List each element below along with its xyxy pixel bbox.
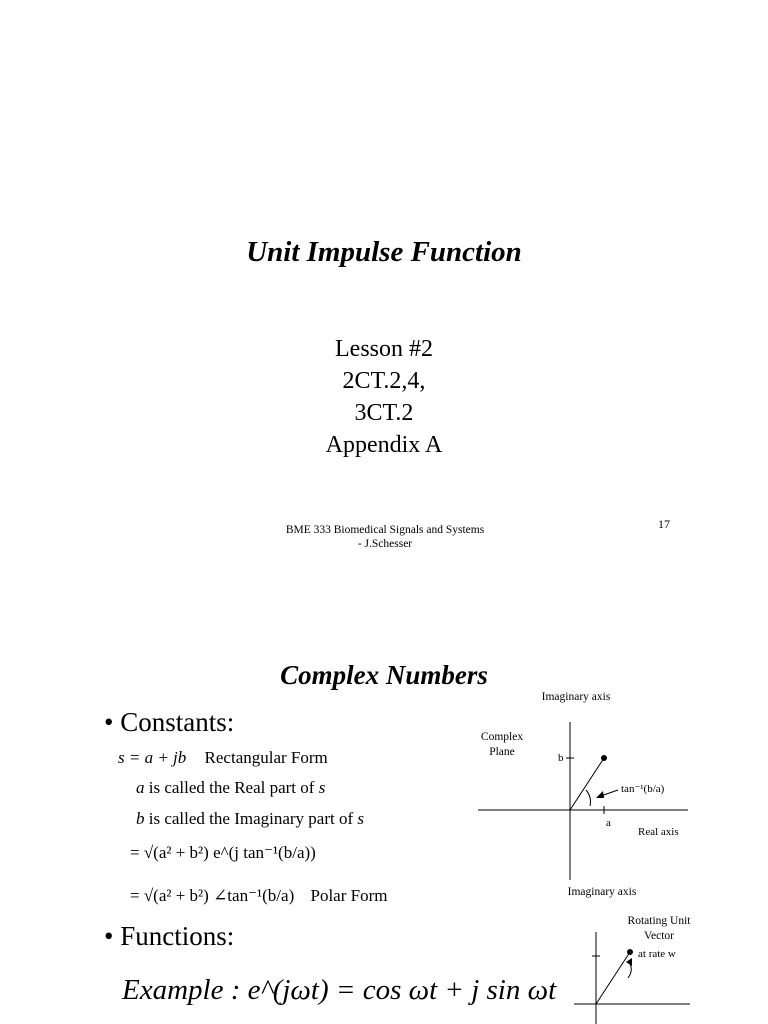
lesson-line-1: Lesson #2 — [335, 336, 433, 362]
lesson-line-4: Appendix A — [325, 432, 443, 458]
exponential-form: = √(a² + b²) e^(j tan⁻¹(b/a)) — [130, 843, 316, 862]
rotation-arrow-head — [626, 958, 632, 966]
slide1-title: Unit Impulse Function — [246, 236, 522, 268]
diagram1-plane-label: Complex Plane — [480, 731, 524, 758]
polar-equation: = √(a² + b²) ∠tan⁻¹(b/a) — [130, 886, 295, 905]
bullet-functions: • Functions: — [104, 921, 235, 951]
unit-vector-line — [596, 952, 630, 1004]
diagram2-imag-axis-label: Imaginary axis — [567, 886, 637, 898]
bullet-constants: • Constants: — [104, 707, 235, 737]
rect-equation: s = a + jb — [118, 748, 187, 767]
imag-s: s — [357, 809, 365, 828]
real-s: s — [318, 778, 326, 797]
lesson-line-3: 3CT.2 — [354, 400, 414, 426]
slide2-title: Complex Numbers — [280, 660, 488, 690]
diagram2-rate-label: at rate w — [638, 948, 676, 960]
imag-text: is called the Imaginary part of — [148, 809, 354, 828]
diagram1-angle-label: tan⁻¹(b/a) — [621, 783, 665, 795]
rect-label: Rectangular Form — [204, 748, 328, 767]
angle-arrow-head — [596, 791, 604, 798]
imag-var: b — [136, 809, 145, 828]
diagram1-b-label: b — [558, 752, 564, 764]
vector-line — [570, 758, 604, 810]
euler-example: Example : e^(jωt) = cos ωt + j sin ωt — [122, 974, 557, 1006]
real-text: is called the Real part of — [148, 778, 315, 797]
real-var: a — [136, 778, 145, 797]
polar-label: Polar Form — [310, 886, 388, 905]
angle-arc — [586, 790, 591, 806]
unit-vector-point — [627, 949, 633, 955]
diagram1-real-axis-label: Real axis — [638, 826, 679, 838]
vector-point — [601, 755, 607, 761]
diagram1-a-label: a — [606, 817, 611, 829]
footer-course: BME 333 Biomedical Signals and Systems — [285, 524, 485, 536]
page-number: 17 — [658, 517, 670, 531]
lesson-line-2: 2CT.2,4, — [342, 368, 426, 394]
diagram2-rotating-label: Rotating Unit Vector — [627, 915, 691, 942]
footer-author: - J.Schesser — [357, 538, 413, 550]
diagram1-imag-axis-label: Imaginary axis — [541, 691, 611, 703]
